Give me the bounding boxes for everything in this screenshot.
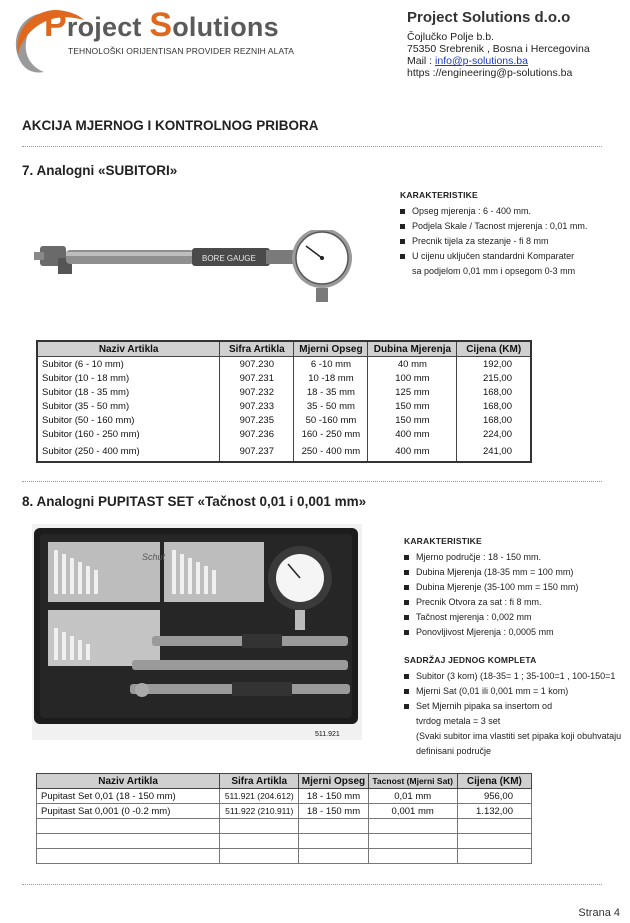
- list-item: Precnik tijela za stezanje - fi 8 mm: [400, 234, 587, 249]
- table-row: [37, 427, 531, 441]
- col-header: Sifra Artikla: [220, 341, 294, 357]
- list-item: Ponovljivost Mjerenja : 0,0005 mm: [404, 625, 578, 640]
- section-8-contents: [404, 655, 621, 759]
- pupitast-set-image: [32, 524, 362, 740]
- list-item-continuation: sa podjelom 0,01 mm i opsegom 0-3 mm: [412, 266, 576, 276]
- col-header: Naziv Artikla: [37, 774, 220, 789]
- page-title: AKCIJA MJERNOG I KONTROLNOG PRIBORA: [22, 118, 319, 133]
- cell-range: 18 - 150 mm: [299, 789, 368, 804]
- cell-code: 907.231: [220, 371, 294, 385]
- web-line: https ://engineering@p-solutions.ba: [407, 67, 573, 79]
- case-brand: Schut: [142, 552, 166, 562]
- cell-range: 18 - 150 mm: [299, 804, 368, 819]
- cell-name: Subitor (35 - 50 mm): [37, 399, 220, 413]
- cell-accuracy: 0,01 mm: [368, 789, 457, 804]
- section-7-characteristics: [400, 190, 587, 279]
- cell-name: Subitor (250 - 400 mm): [37, 441, 220, 462]
- table-row: [37, 804, 532, 819]
- table-row: [37, 789, 532, 804]
- section-8-characteristics: [404, 536, 578, 640]
- list-item: U cijenu uključen standardni Komparater: [400, 249, 587, 264]
- cell-range: 250 - 400 mm: [294, 441, 368, 462]
- cell-price: 215,00: [457, 371, 531, 385]
- pupitast-price-table: [36, 773, 532, 864]
- cell-price: 1.132,00: [457, 804, 531, 819]
- logo-wordmark: Project Solutions: [44, 6, 279, 44]
- cell-price: 241,00: [457, 441, 531, 462]
- list-item: Tačnost mjerenja : 0,002 mm: [404, 610, 578, 625]
- list-item: Mjerno područje : 18 - 150 mm.: [404, 550, 578, 565]
- divider: [22, 481, 602, 482]
- mail-link[interactable]: info@p-solutions.ba: [435, 55, 528, 67]
- list-item: Precnik Otvora za sat : fi 8 mm.: [404, 595, 578, 610]
- col-header: Sifra Artikla: [220, 774, 299, 789]
- list-item: Opseg mjerenja : 6 - 400 mm.: [400, 204, 587, 219]
- col-header: Cijena (KM): [457, 774, 531, 789]
- list-item: Set Mjernih pipaka sa insertom od: [404, 699, 621, 714]
- cell-name: Pupitast Sat 0,001 (0 -0.2 mm): [37, 804, 220, 819]
- logo-tagline: TEHNOLOŠKI ORIJENTISAN PROVIDER REZNIH ALATA: [68, 46, 295, 56]
- cell-price: 956,00: [457, 789, 531, 804]
- cell-code: 907.233: [220, 399, 294, 413]
- table-row: [37, 834, 532, 849]
- col-header: Tacnost (Mjerni Sat): [368, 774, 457, 789]
- cell-depth: 400 mm: [368, 441, 457, 462]
- cell-name: Subitor (18 - 35 mm): [37, 385, 220, 399]
- cell-code: 907.235: [220, 413, 294, 427]
- cell-range: 18 - 35 mm: [294, 385, 368, 399]
- cell-range: 10 -18 mm: [294, 371, 368, 385]
- cell-depth: 125 mm: [368, 385, 457, 399]
- cell-name: Pupitast Set 0,01 (18 - 150 mm): [37, 789, 220, 804]
- cell-price: 224,00: [457, 427, 531, 441]
- list-item: Subitor (3 kom) (18-35= 1 ; 35-100=1 , 100-150=1: [404, 669, 621, 684]
- col-header: Dubina Mjerenja: [368, 341, 457, 357]
- image-code: 511.921: [315, 731, 340, 738]
- mail-line: Mail : info@p-solutions.ba: [407, 55, 528, 67]
- gauge-label: BORE GAUGE: [202, 254, 256, 263]
- cell-name: Subitor (10 - 18 mm): [37, 371, 220, 385]
- characteristics-heading: KARAKTERISTIKE: [404, 536, 482, 546]
- col-header: Cijena (KM): [457, 341, 531, 357]
- cell-code: 907.232: [220, 385, 294, 399]
- cell-price: 168,00: [457, 399, 531, 413]
- table-row: [37, 413, 531, 427]
- list-item: Dubina Mjerenja (18-35 mm = 100 mm): [404, 565, 578, 580]
- section-7-title: 7. Analogni «SUBITORI»: [22, 163, 178, 178]
- cell-name: Subitor (6 - 10 mm): [37, 357, 220, 372]
- cell-name: Subitor (50 - 160 mm): [37, 413, 220, 427]
- address-line-2: 75350 Srebrenik , Bosna i Hercegovina: [407, 43, 590, 55]
- list-item-continuation: tvrdog metala = 3 set: [416, 716, 501, 726]
- table-row: [37, 385, 531, 399]
- cell-range: 35 - 50 mm: [294, 399, 368, 413]
- cell-code: 907.236: [220, 427, 294, 441]
- divider: [22, 146, 602, 147]
- cell-depth: 40 mm: [368, 357, 457, 372]
- cell-accuracy: 0,001 mm: [368, 804, 457, 819]
- col-header: Mjerni Opseg: [294, 341, 368, 357]
- cell-price: 168,00: [457, 385, 531, 399]
- table-row: [37, 371, 531, 385]
- table-row: [37, 849, 532, 864]
- col-header: Naziv Artikla: [37, 341, 220, 357]
- section-8-title: 8. Analogni PUPITAST SET «Tačnost 0,01 i 0,001 mm»: [22, 494, 367, 509]
- list-item-continuation: definisani područje: [416, 746, 492, 756]
- divider: [22, 884, 602, 885]
- table-row: [37, 819, 532, 834]
- list-item: Dubina Mjerenje (35-100 mm = 150 mm): [404, 580, 578, 595]
- address-line-1: Čojlučko Polje b.b.: [407, 31, 494, 43]
- cell-name: Subitor (160 - 250 mm): [37, 427, 220, 441]
- cell-depth: 100 mm: [368, 371, 457, 385]
- cell-code: 907.230: [220, 357, 294, 372]
- cell-depth: 400 mm: [368, 427, 457, 441]
- company-name: Project Solutions d.o.o: [407, 9, 571, 26]
- cell-price: 168,00: [457, 413, 531, 427]
- cell-range: 50 -160 mm: [294, 413, 368, 427]
- col-header: Mjerni Opseg: [299, 774, 368, 789]
- characteristics-heading: KARAKTERISTIKE: [400, 190, 478, 200]
- contents-heading: SADRŽAJ JEDNOG KOMPLETA: [404, 655, 537, 665]
- cell-price: 192,00: [457, 357, 531, 372]
- bore-gauge-image: [30, 230, 380, 315]
- page-number: Strana 4: [578, 907, 620, 919]
- cell-code: 511.921 (204.612): [220, 789, 299, 804]
- cell-range: 160 - 250 mm: [294, 427, 368, 441]
- cell-depth: 150 mm: [368, 413, 457, 427]
- cell-depth: 150 mm: [368, 399, 457, 413]
- cell-code: 907.237: [220, 441, 294, 462]
- list-item: Mjerni Sat (0,01 ili 0,001 mm = 1 kom): [404, 684, 621, 699]
- list-item: Podjela Skale / Tacnost mjerenja : 0,01 mm.: [400, 219, 587, 234]
- table-row: [37, 357, 531, 372]
- table-row: [37, 441, 531, 462]
- cell-range: 6 -10 mm: [294, 357, 368, 372]
- cell-code: 511.922 (210.911): [220, 804, 299, 819]
- table-row: [37, 399, 531, 413]
- list-item-continuation: (Svaki subitor ima vlastiti set pipaka koji obuhvataju: [416, 731, 622, 741]
- subitor-price-table: [36, 340, 532, 463]
